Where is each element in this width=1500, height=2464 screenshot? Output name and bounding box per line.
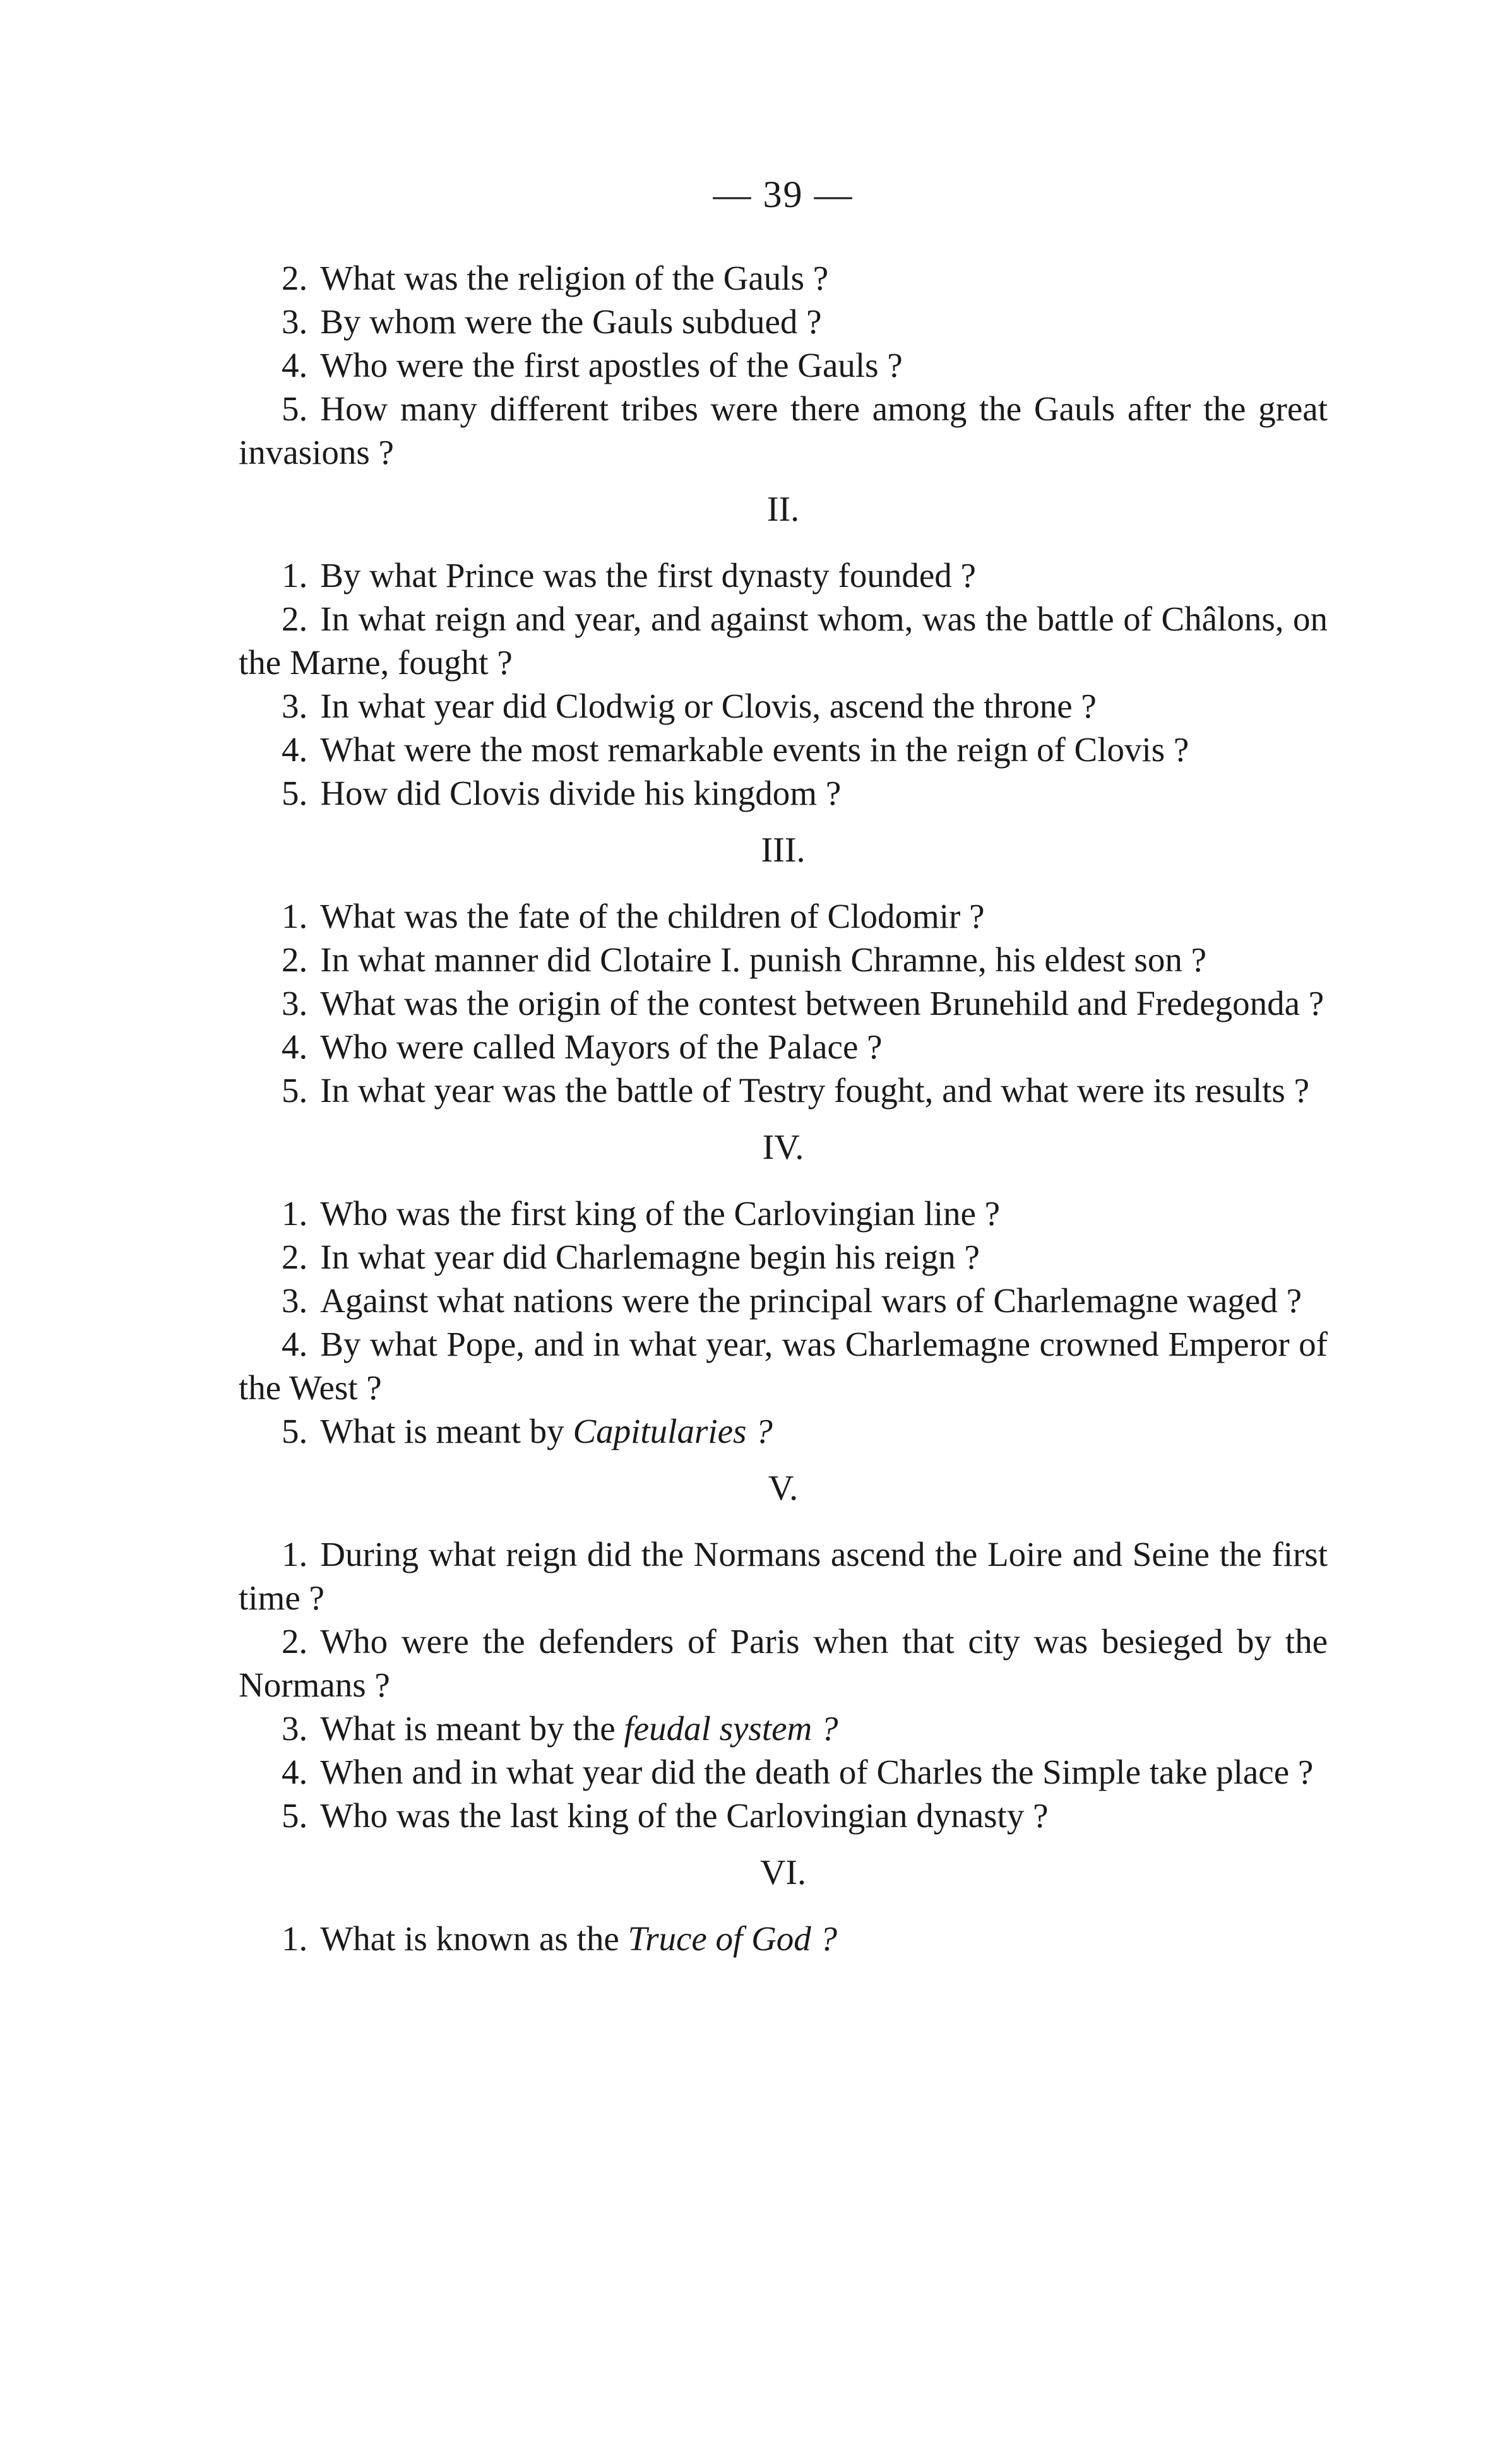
question-item (239, 300, 1328, 343)
question-item (239, 597, 1328, 684)
question-item (239, 1025, 1328, 1069)
question-text: Who were the defenders of Paris when that city was besieged by the Normans ? (239, 1622, 1328, 1704)
question-item (239, 1917, 1328, 1960)
question-number: 1. (282, 897, 308, 935)
question-text: When and in what year did the death of Charles the Simple take place ? (320, 1753, 1314, 1791)
question-item (239, 1620, 1328, 1707)
question-number: 1. (282, 1919, 308, 1958)
question-sections (239, 256, 1328, 1960)
question-number: 5. (282, 389, 308, 428)
question-text: By what Pope, and in what year, was Charlemagne crowned Emperor of the West ? (239, 1325, 1328, 1407)
question-text: In what reign and year, and against whom, was the battle of Châlons, on the Marne, fought ? (239, 600, 1328, 682)
book-page (239, 169, 1328, 1960)
question-item (239, 981, 1328, 1025)
question-text: What is known as the (320, 1919, 628, 1958)
question-number: 1. (282, 1194, 308, 1233)
question-item (239, 554, 1328, 597)
question-item (239, 894, 1328, 938)
question-number: 4. (282, 1028, 308, 1066)
question-number: 2. (282, 600, 308, 638)
question-number: 2. (282, 1622, 308, 1661)
question-number: 3. (282, 687, 308, 725)
question-item (239, 728, 1328, 771)
page-number: — 39 — (713, 174, 854, 215)
question-text: In what year was the battle of Testry fought, and what were its results ? (320, 1071, 1309, 1110)
question-number: 1. (282, 1535, 308, 1573)
question-number: 3. (282, 1709, 308, 1748)
question-text: How did Clovis divide his kingdom ? (320, 774, 842, 812)
question-item (239, 343, 1328, 387)
section-heading: VI. (759, 1853, 807, 1892)
question-item (239, 1322, 1328, 1409)
question-item (239, 771, 1328, 815)
question-item (239, 1532, 1328, 1620)
question-text: In what year did Charlemagne begin his reign ? (320, 1238, 980, 1276)
question-italic-term: feudal system ? (624, 1709, 838, 1748)
question-number: 5. (282, 1071, 308, 1110)
question-item (239, 1192, 1328, 1235)
question-text: Who was the last king of the Carlovingian dynasty ? (320, 1796, 1049, 1835)
question-text: In what year did Clodwig or Clovis, ascend the throne ? (320, 687, 1097, 725)
question-item (239, 1409, 1328, 1453)
question-text: Against what nations were the principal wars of Charlemagne waged ? (320, 1281, 1302, 1320)
question-text: During what reign did the Normans ascend the Loire and Seine the first time ? (239, 1535, 1328, 1617)
question-item (239, 684, 1328, 728)
question-italic-term: Truce of God ? (628, 1919, 838, 1958)
question-number: 1. (282, 556, 308, 595)
question-number: 5. (282, 1796, 308, 1835)
question-text: By what Prince was the first dynasty founded ? (320, 556, 976, 595)
section-heading: III. (761, 831, 806, 870)
question-number: 4. (282, 346, 308, 384)
question-italic-term: Capitularies ? (573, 1412, 773, 1450)
question-item (239, 938, 1328, 981)
question-item (239, 387, 1328, 474)
question-number: 2. (282, 940, 308, 979)
question-text: What is meant by (320, 1412, 573, 1450)
question-number: 2. (282, 259, 308, 297)
question-number: 4. (282, 730, 308, 769)
question-number: 3. (282, 302, 308, 341)
question-number: 3. (282, 1281, 308, 1320)
question-text: By whom were the Gauls subdued ? (320, 302, 822, 341)
question-text: What was the religion of the Gauls ? (320, 259, 829, 297)
question-text: Who were called Mayors of the Palace ? (320, 1028, 883, 1066)
question-item (239, 1069, 1328, 1112)
question-text: Who were the first apostles of the Gauls ? (320, 346, 903, 384)
question-item (239, 1279, 1328, 1322)
section-heading: II. (766, 490, 800, 529)
section-heading: IV. (762, 1128, 804, 1167)
question-text: What is meant by the (320, 1709, 624, 1748)
question-item (239, 1235, 1328, 1279)
question-item (239, 256, 1328, 300)
question-number: 5. (282, 1412, 308, 1450)
section-heading: V. (768, 1469, 799, 1508)
question-number: 2. (282, 1238, 308, 1276)
question-text: What was the origin of the contest between Brunehild and Fredegonda ? (320, 984, 1324, 1022)
question-text: Who was the first king of the Carlovingian line ? (320, 1194, 1001, 1233)
question-text: What was the fate of the children of Clodomir ? (320, 897, 985, 935)
question-number: 5. (282, 774, 308, 812)
question-number: 3. (282, 984, 308, 1022)
question-text: In what manner did Clotaire I. punish Chramne, his eldest son ? (320, 940, 1206, 979)
question-item (239, 1794, 1328, 1837)
question-number: 4. (282, 1325, 308, 1363)
question-number: 4. (282, 1753, 308, 1791)
question-item (239, 1750, 1328, 1794)
question-item (239, 1707, 1328, 1750)
question-text: What were the most remarkable events in the reign of Clovis ? (320, 730, 1189, 769)
question-text: How many different tribes were there among the Gauls after the great invasions ? (239, 389, 1328, 471)
